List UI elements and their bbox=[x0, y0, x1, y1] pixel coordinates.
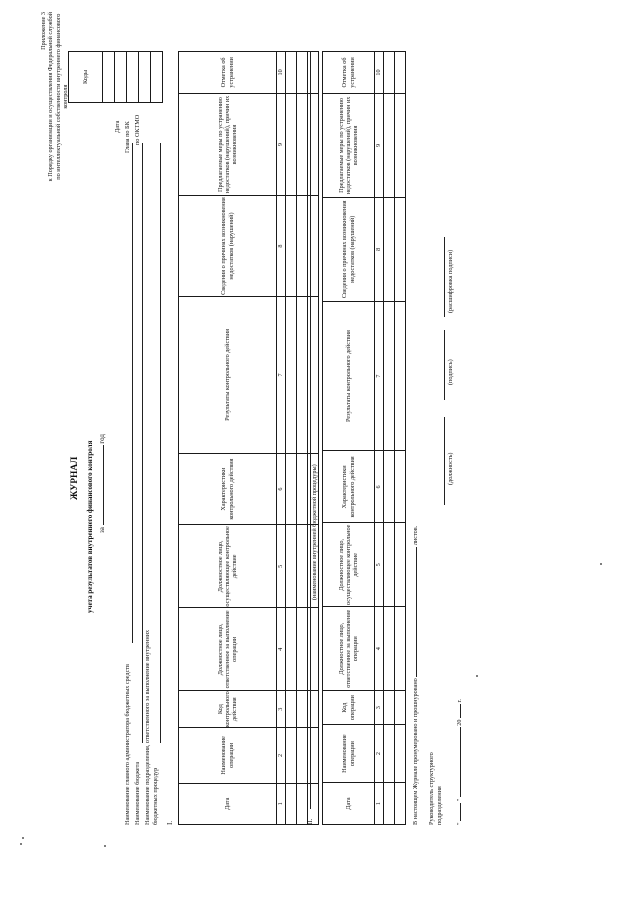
scan-speck bbox=[104, 845, 106, 847]
t2-cell[interactable] bbox=[395, 725, 406, 783]
t1-num-7: 7 bbox=[277, 296, 286, 453]
t2-cell[interactable] bbox=[395, 783, 406, 825]
subdivision-field-label: Наименование подразделения, ответственного за выполнение внутренних bbox=[144, 629, 151, 825]
t1-num-1: 1 bbox=[277, 783, 286, 824]
t1-cell[interactable] bbox=[286, 93, 297, 196]
code-cell-1[interactable] bbox=[103, 52, 115, 103]
admin-field-line bbox=[132, 143, 133, 643]
decoding-line[interactable] bbox=[444, 237, 445, 317]
scan-speck bbox=[20, 843, 22, 845]
t1-head-remedy: Отметка об устранении bbox=[179, 52, 277, 94]
t2-head-controller: Должностное лицо, осуществляющее контрольное действие bbox=[323, 523, 375, 607]
t2-head-operation: Наименование операции bbox=[323, 725, 375, 783]
signature-line[interactable] bbox=[444, 330, 445, 400]
t1-num-4: 4 bbox=[277, 608, 286, 691]
date-line: " " 20 г. bbox=[456, 699, 463, 825]
section-2-label: II. bbox=[306, 818, 314, 825]
t2-head-characteristics: Характеристики контрольного действия bbox=[323, 451, 375, 523]
scan-speck bbox=[600, 563, 602, 565]
t2-cell[interactable] bbox=[384, 725, 395, 783]
t1-cell[interactable] bbox=[286, 196, 297, 297]
t1-cell[interactable] bbox=[297, 691, 308, 728]
t2-cell[interactable] bbox=[384, 691, 395, 725]
appendix-note: Приложение 3 к Порядку организации и осуществления Федеральной службой по интеллектуальной собственности внутреннего финансового контроля bbox=[40, 12, 70, 182]
subdivision-field-line bbox=[160, 143, 161, 743]
codes-table bbox=[68, 51, 163, 103]
t1-head-operation: Наименование операции bbox=[179, 728, 277, 784]
t2-head-responsible: Должностное лицо, ответственное за выполнение операции bbox=[323, 607, 375, 691]
t1-cell[interactable] bbox=[286, 52, 297, 94]
t1-cell[interactable] bbox=[286, 608, 297, 691]
t2-cell[interactable] bbox=[395, 301, 406, 451]
code-label-chapter: Глава по БК bbox=[124, 121, 131, 153]
table-1 bbox=[178, 51, 319, 825]
head-label-2: подразделения bbox=[436, 786, 443, 825]
t2-cell[interactable] bbox=[395, 197, 406, 301]
t2-head-results: Результаты контрольного действия bbox=[323, 301, 375, 451]
t2-head-measures: Предлагаемые меры по устранению недостатков (нарушений), причин их возникновения bbox=[323, 94, 375, 198]
t1-head-date: Дата bbox=[179, 783, 277, 824]
head-label-1: Руководитель структурного bbox=[428, 752, 435, 825]
t1-head-causes: Сведения о причинах возникновения недостатков (нарушений) bbox=[179, 196, 277, 297]
t2-cell[interactable] bbox=[384, 197, 395, 301]
code-label-oktmo: по ОКТМО bbox=[134, 114, 141, 145]
t1-cell[interactable] bbox=[297, 296, 308, 453]
t1-num-9: 9 bbox=[277, 93, 286, 196]
t1-num-2: 2 bbox=[277, 728, 286, 784]
t1-head-measures: Предлагаемые меры по устранению недостатков (нарушений), причин их возникновения bbox=[179, 93, 277, 196]
t1-num-3: 3 bbox=[277, 691, 286, 728]
code-cell-4[interactable] bbox=[139, 52, 151, 103]
t2-row-2 bbox=[395, 52, 406, 825]
section-2-name-line bbox=[310, 51, 311, 809]
t1-head-controller: Должностное лицо, осуществляющее контрольное действие bbox=[179, 525, 277, 608]
t2-cell[interactable] bbox=[384, 607, 395, 691]
t2-cell[interactable] bbox=[395, 94, 406, 198]
period-line: за год bbox=[98, 434, 106, 533]
t2-num-3: 3 bbox=[375, 691, 384, 725]
t1-num-10: 10 bbox=[277, 52, 286, 94]
code-cell-5[interactable] bbox=[151, 52, 163, 103]
t2-num-6: 6 bbox=[375, 451, 384, 523]
t2-cell[interactable] bbox=[395, 52, 406, 94]
t1-cell[interactable] bbox=[286, 453, 297, 524]
t1-row-2 bbox=[297, 52, 308, 825]
t1-row-1 bbox=[286, 52, 297, 825]
t2-cell[interactable] bbox=[384, 451, 395, 523]
table-2 bbox=[322, 51, 406, 825]
t2-head-remedy: Отметка об устранении bbox=[323, 52, 375, 94]
journal-title: ЖУРНАЛ bbox=[70, 456, 80, 500]
t2-head-causes: Сведения о причинах возникновения недостатков (нарушений) bbox=[323, 197, 375, 301]
t1-head-characteristics: Характеристики контрольного действия bbox=[179, 453, 277, 524]
t2-num-8: 8 bbox=[375, 197, 384, 301]
t1-num-5: 5 bbox=[277, 525, 286, 608]
codes-header: Коды bbox=[69, 52, 103, 103]
t2-num-5: 5 bbox=[375, 523, 384, 607]
t2-head-code: Код операции bbox=[323, 691, 375, 725]
signature-caption: (подпись) bbox=[447, 359, 454, 385]
t2-cell[interactable] bbox=[384, 783, 395, 825]
journal-subtitle: учета результатов внутреннего финансового контроля bbox=[86, 440, 94, 613]
t1-cell[interactable] bbox=[286, 691, 297, 728]
section-2-caption: (наименование внутренней бюджетной процедуры) bbox=[311, 464, 318, 600]
t1-head-responsible: Должностное лицо, ответственное за выполнение операции bbox=[179, 608, 277, 691]
t1-cell[interactable] bbox=[286, 296, 297, 453]
t2-cell[interactable] bbox=[384, 94, 395, 198]
code-cell-3[interactable] bbox=[127, 52, 139, 103]
t1-cell[interactable] bbox=[297, 196, 308, 297]
code-cell-2[interactable] bbox=[115, 52, 127, 103]
t2-row-1 bbox=[384, 52, 395, 825]
t2-cell[interactable] bbox=[384, 523, 395, 607]
t2-num-7: 7 bbox=[375, 301, 384, 451]
section-1-label: I. bbox=[166, 820, 174, 825]
budget-field-label: Наименование бюджета bbox=[134, 761, 141, 825]
admin-field-label: Наименование главного администратора бюджетных средств bbox=[124, 664, 131, 825]
t2-head-date: Дата bbox=[323, 783, 375, 825]
t1-head-results: Результаты контрольного действия bbox=[179, 296, 277, 453]
t2-num-9: 9 bbox=[375, 94, 384, 198]
t1-cell[interactable] bbox=[286, 525, 297, 608]
t1-cell[interactable] bbox=[297, 728, 308, 784]
t1-cell[interactable] bbox=[297, 608, 308, 691]
t2-num-10: 10 bbox=[375, 52, 384, 94]
subdivision-field-label-2: бюджетных процедур bbox=[152, 767, 159, 825]
decoding-caption: (расшифровка подписи) bbox=[447, 249, 454, 313]
t2-num-2: 2 bbox=[375, 725, 384, 783]
t1-cell[interactable] bbox=[297, 525, 308, 608]
t1-cell[interactable] bbox=[286, 728, 297, 784]
code-label-date: Дата bbox=[114, 120, 121, 133]
t2-cell[interactable] bbox=[395, 691, 406, 725]
t2-num-1: 1 bbox=[375, 783, 384, 825]
t1-cell[interactable] bbox=[297, 93, 308, 196]
t1-num-6: 6 bbox=[277, 453, 286, 524]
scan-speck bbox=[476, 675, 478, 677]
t1-head-code: Код контрольного действия bbox=[179, 691, 277, 728]
position-caption: (должность) bbox=[447, 452, 454, 485]
t2-cell[interactable] bbox=[384, 52, 395, 94]
t2-cell[interactable] bbox=[395, 523, 406, 607]
numbered-statement: В настоящем Журнале пронумеровано и прошнуровано листов. bbox=[412, 525, 419, 825]
t2-cell[interactable] bbox=[384, 301, 395, 451]
t2-num-4: 4 bbox=[375, 607, 384, 691]
budget-field-line bbox=[142, 143, 143, 743]
position-line[interactable] bbox=[444, 417, 445, 505]
t1-cell[interactable] bbox=[286, 783, 297, 824]
t2-cell[interactable] bbox=[395, 451, 406, 523]
t1-cell[interactable] bbox=[297, 52, 308, 94]
t2-cell[interactable] bbox=[395, 607, 406, 691]
t1-num-8: 8 bbox=[277, 196, 286, 297]
t1-cell[interactable] bbox=[297, 453, 308, 524]
scan-speck bbox=[22, 837, 24, 839]
